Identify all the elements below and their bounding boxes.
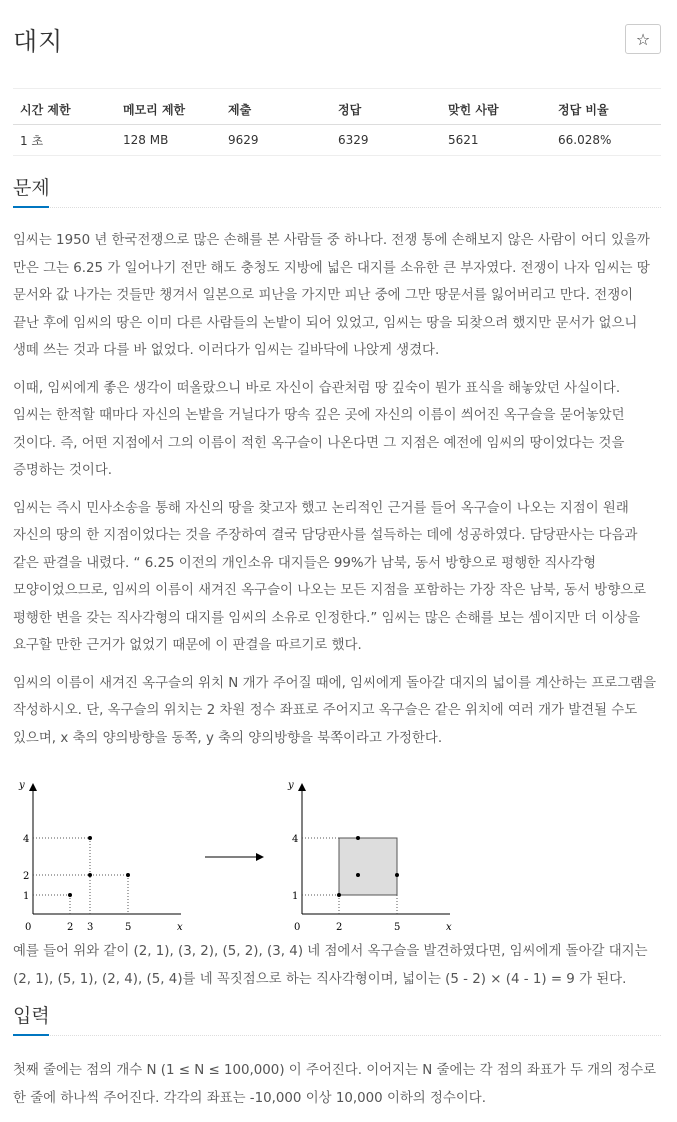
example-figure-svg xyxy=(13,756,473,938)
description-paragraph-3: 임씨는 즉시 민사소송을 통해 자신의 땅을 찾고자 했고 논리적인 근거를 들어 옥구슬이 나오는 지점이 원래 자신의 땅의 한 지점이었다는 것을 주장하여 결국 담당판사를 설득하는 데에 성공하였다. 담당판사는 다음과 같은 판결을 내렸다. “ 6.25 이전의 개인소유 대지들은 99%가 남북, 동서 방향으로 평행한 직사각형 모양이었으므로, 임씨의 이름이 새겨진 옥구슬이 나오는 모든 지점을 포함하는 가장 작은 남북, 동서 방향으로 평행한 변을 갖는 직사각형의 대지를 임씨의 소유로 인정한다.” 임씨는 많은 손해를 보는 셈이지만 더 이상을 요구할 만한 근거가 없었기 때문에 이 판결을 따르기로 했다. xyxy=(13,500,646,653)
input-description xyxy=(13,1057,661,1112)
star-icon: ☆ xyxy=(635,29,651,49)
problem-container xyxy=(13,0,661,1122)
left-x-tick-2: 2 xyxy=(67,922,74,933)
example-figure xyxy=(13,756,661,938)
section-divider xyxy=(13,1035,661,1036)
header-accept-ratio: 정답 비율 xyxy=(551,94,661,125)
left-point-5-2 xyxy=(126,873,130,877)
favorite-button[interactable] xyxy=(625,24,661,54)
left-y-axis-label: y xyxy=(19,780,25,791)
section-accent-underline xyxy=(13,1034,49,1036)
header-memory-limit: 메모리 제한 xyxy=(116,94,221,125)
right-point-5-2 xyxy=(395,873,399,877)
right-point-3-2 xyxy=(356,873,360,877)
input-section-title: 입력 xyxy=(13,1005,50,1027)
problem-description xyxy=(13,227,661,993)
description-paragraph-2: 이때, 임씨에게 좋은 생각이 떠올랐으니 바로 자신이 습관처럼 땅 깊숙이 뭔가 표식을 해놓았던 사실이다. 임씨는 한적할 때마다 자신의 논밭을 거닐다가 땅속 깊은 곳에 자신의 이름이 씌어진 옥구슬을 묻어놓았던 것이다. 즉, 어떤 지점에서 그의 이름이 적힌 옥구슬이 나온다면 그 지점은 예전에 임씨의 땅이었다는 것을 증명하는 것이다. xyxy=(13,380,625,478)
right-x-tick-0: 0 xyxy=(294,922,301,933)
left-point-3-4 xyxy=(88,836,92,840)
left-y-tick-1: 1 xyxy=(23,891,30,902)
right-point-2-1 xyxy=(337,893,341,897)
section-divider xyxy=(13,207,661,208)
right-x-axis-label: x xyxy=(446,922,452,933)
left-point-2-1 xyxy=(68,893,72,897)
description-paragraph-1: 임씨는 1950 년 한국전쟁으로 많은 손해를 본 사람들 중 하나다. 전쟁 통에 손해보지 않은 사람이 어디 있을까 만은 그는 6.25 가 일어나기 전만 해도 충청도 지방에 넓은 대지를 소유한 큰 부자였다. 전쟁이 나자 임씨는 땅 문서와 값 나가는 것들만 챙겨서 일본으로 피난을 가지만 피난 중에 그만 땅문서를 잃어버리고 만다. 전쟁이 끝난 후에 임씨의 땅은 이미 다른 사람들의 논밭이 되어 있었고, 임씨는 땅을 되찾으려 했지만 문서가 없으니 생떼 쓰는 것과 다를 바 없었다. 이러다가 임씨는 길바닥에 나앉게 생겼다. xyxy=(13,233,650,358)
info-value-row xyxy=(13,125,661,156)
left-x-tick-5: 5 xyxy=(125,922,132,933)
header-submissions: 제출 xyxy=(221,94,331,125)
problem-section-header xyxy=(13,175,661,209)
section-accent-underline xyxy=(13,206,49,208)
right-y-tick-1: 1 xyxy=(292,891,299,902)
right-point-3-4 xyxy=(356,836,360,840)
right-y-axis-label: y xyxy=(288,780,294,791)
value-time-limit: 1 초 xyxy=(13,125,116,156)
problem-info-table xyxy=(13,94,661,156)
header-solvers: 맞힌 사람 xyxy=(441,94,551,125)
left-x-axis-label: x xyxy=(177,922,183,933)
right-plot xyxy=(287,780,452,933)
right-bounding-rect xyxy=(339,838,397,895)
header-accepted: 정답 xyxy=(331,94,441,125)
problem-section-title: 문제 xyxy=(13,177,50,199)
left-plot xyxy=(18,780,183,933)
input-paragraph-1: 첫째 줄에는 점의 개수 N (1 ≤ N ≤ 100,000) 이 주어진다. 이어지는 N 줄에는 각 점의 좌표가 두 개의 정수로 한 줄에 하나씩 주어진다. 각각의 좌표는 -10,000 이상 10,000 이하의 정수이다. xyxy=(13,1063,657,1106)
right-y-tick-4: 4 xyxy=(292,834,299,845)
value-submissions: 9629 xyxy=(221,125,331,156)
description-paragraph-4: 임씨의 이름이 새겨진 옥구슬의 위치 N 개가 주어질 때에, 임씨에게 돌아갈 대지의 넓이를 계산하는 프로그램을 작성하시오. 단, 옥구슬의 위치는 2 차원 정수 좌표로 주어지고 옥구슬은 같은 위치에 여러 개가 발견될 수도 있으며, x 축의 양의방향을 동쪽, y 축의 양의방향을 북쪽이라고 가정한다. xyxy=(13,675,657,746)
left-x-tick-3: 3 xyxy=(87,922,94,933)
page-title: 대지 xyxy=(13,27,64,56)
value-solvers: 5621 xyxy=(441,125,551,156)
right-x-tick-5: 5 xyxy=(394,922,401,933)
description-paragraph-5: 예를 들어 위와 같이 (2, 1), (3, 2), (5, 2), (3, 4) 네 점에서 옥구슬을 발견하였다면, 임씨에게 돌아갈 대지는 (2, 1), (5, 1), (2, 4), (5, 4)를 네 꼭짓점으로 하는 직사각형이며, 넓이는 (5 - 2) × (4 - 1) = 9 가 된다. xyxy=(13,944,648,987)
left-y-tick-4: 4 xyxy=(23,834,30,845)
value-memory-limit: 128 MB xyxy=(116,125,221,156)
input-section-header xyxy=(13,1003,661,1037)
right-x-tick-2: 2 xyxy=(336,922,343,933)
value-accept-ratio: 66.028% xyxy=(551,125,661,156)
left-point-3-2 xyxy=(88,873,92,877)
info-header-row xyxy=(13,94,661,125)
left-y-tick-2: 2 xyxy=(23,871,30,882)
value-accepted: 6329 xyxy=(331,125,441,156)
header-time-limit: 시간 제한 xyxy=(13,94,116,125)
left-x-tick-0: 0 xyxy=(25,922,32,933)
title-row xyxy=(13,0,661,89)
